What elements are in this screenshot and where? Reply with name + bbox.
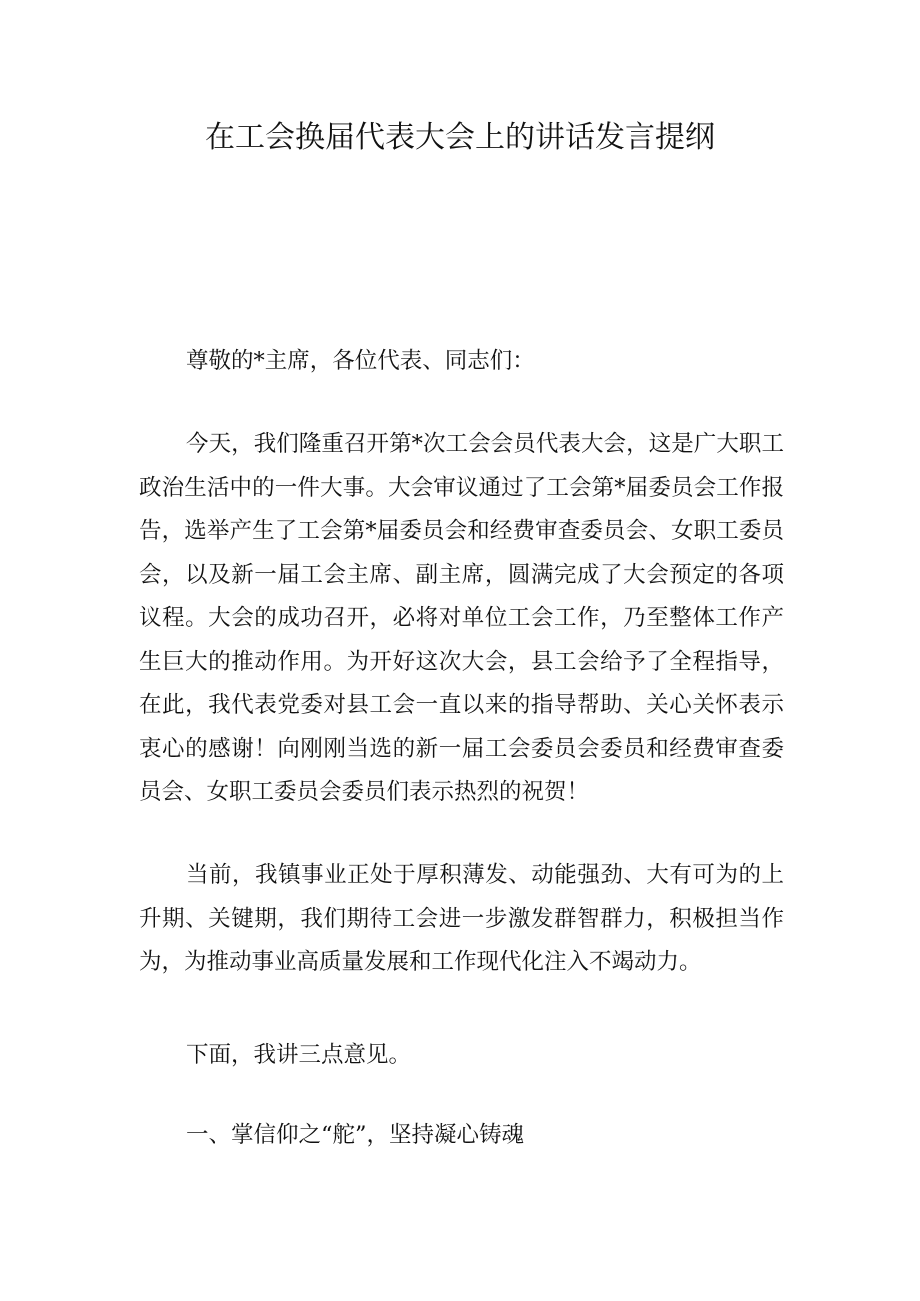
salutation: 尊敬的*主席，各位代表、同志们： xyxy=(186,348,535,374)
paragraph-current-situation: 当前，我镇事业正处于厚积薄发、动能强劲、大有可为的上升期、关键期，我们期待工会进一步激发群智群力，积极担当作为，为推动事业高质量发展和工作现代化注入不竭动力。 xyxy=(139,862,784,975)
section-heading-1: 一、掌信仰之“舵”，坚持凝心铸魂 xyxy=(186,1122,525,1148)
paragraph-opening: 今天，我们隆重召开第*次工会会员代表大会，这是广大职工政治生活中的一件大事。大会审议通过了工会第*届委员会工作报告，选举产生了工会第*届委员会和经费审查委员会、女职工委员会，以及新一届工会主席、副主席，圆满完成了大会预定的各项议程。大会的成功召开，必将对单位工会工作，乃至整体工作产生巨大的推动作用。为开好这次大会，县工会给予了全程指导，在此，我代表党委对县工会一直以来的指导帮助、关心关怀表示衷心的感谢！向刚刚当选的新一届工会委员会委员和经费审查委员会、女职工委员会委员们表示热烈的祝贺！ xyxy=(139,431,784,805)
document-title: 在工会换届代表大会上的讲话发言提纲 xyxy=(205,120,715,155)
paragraph-three-points: 下面，我讲三点意见。 xyxy=(186,1042,412,1068)
